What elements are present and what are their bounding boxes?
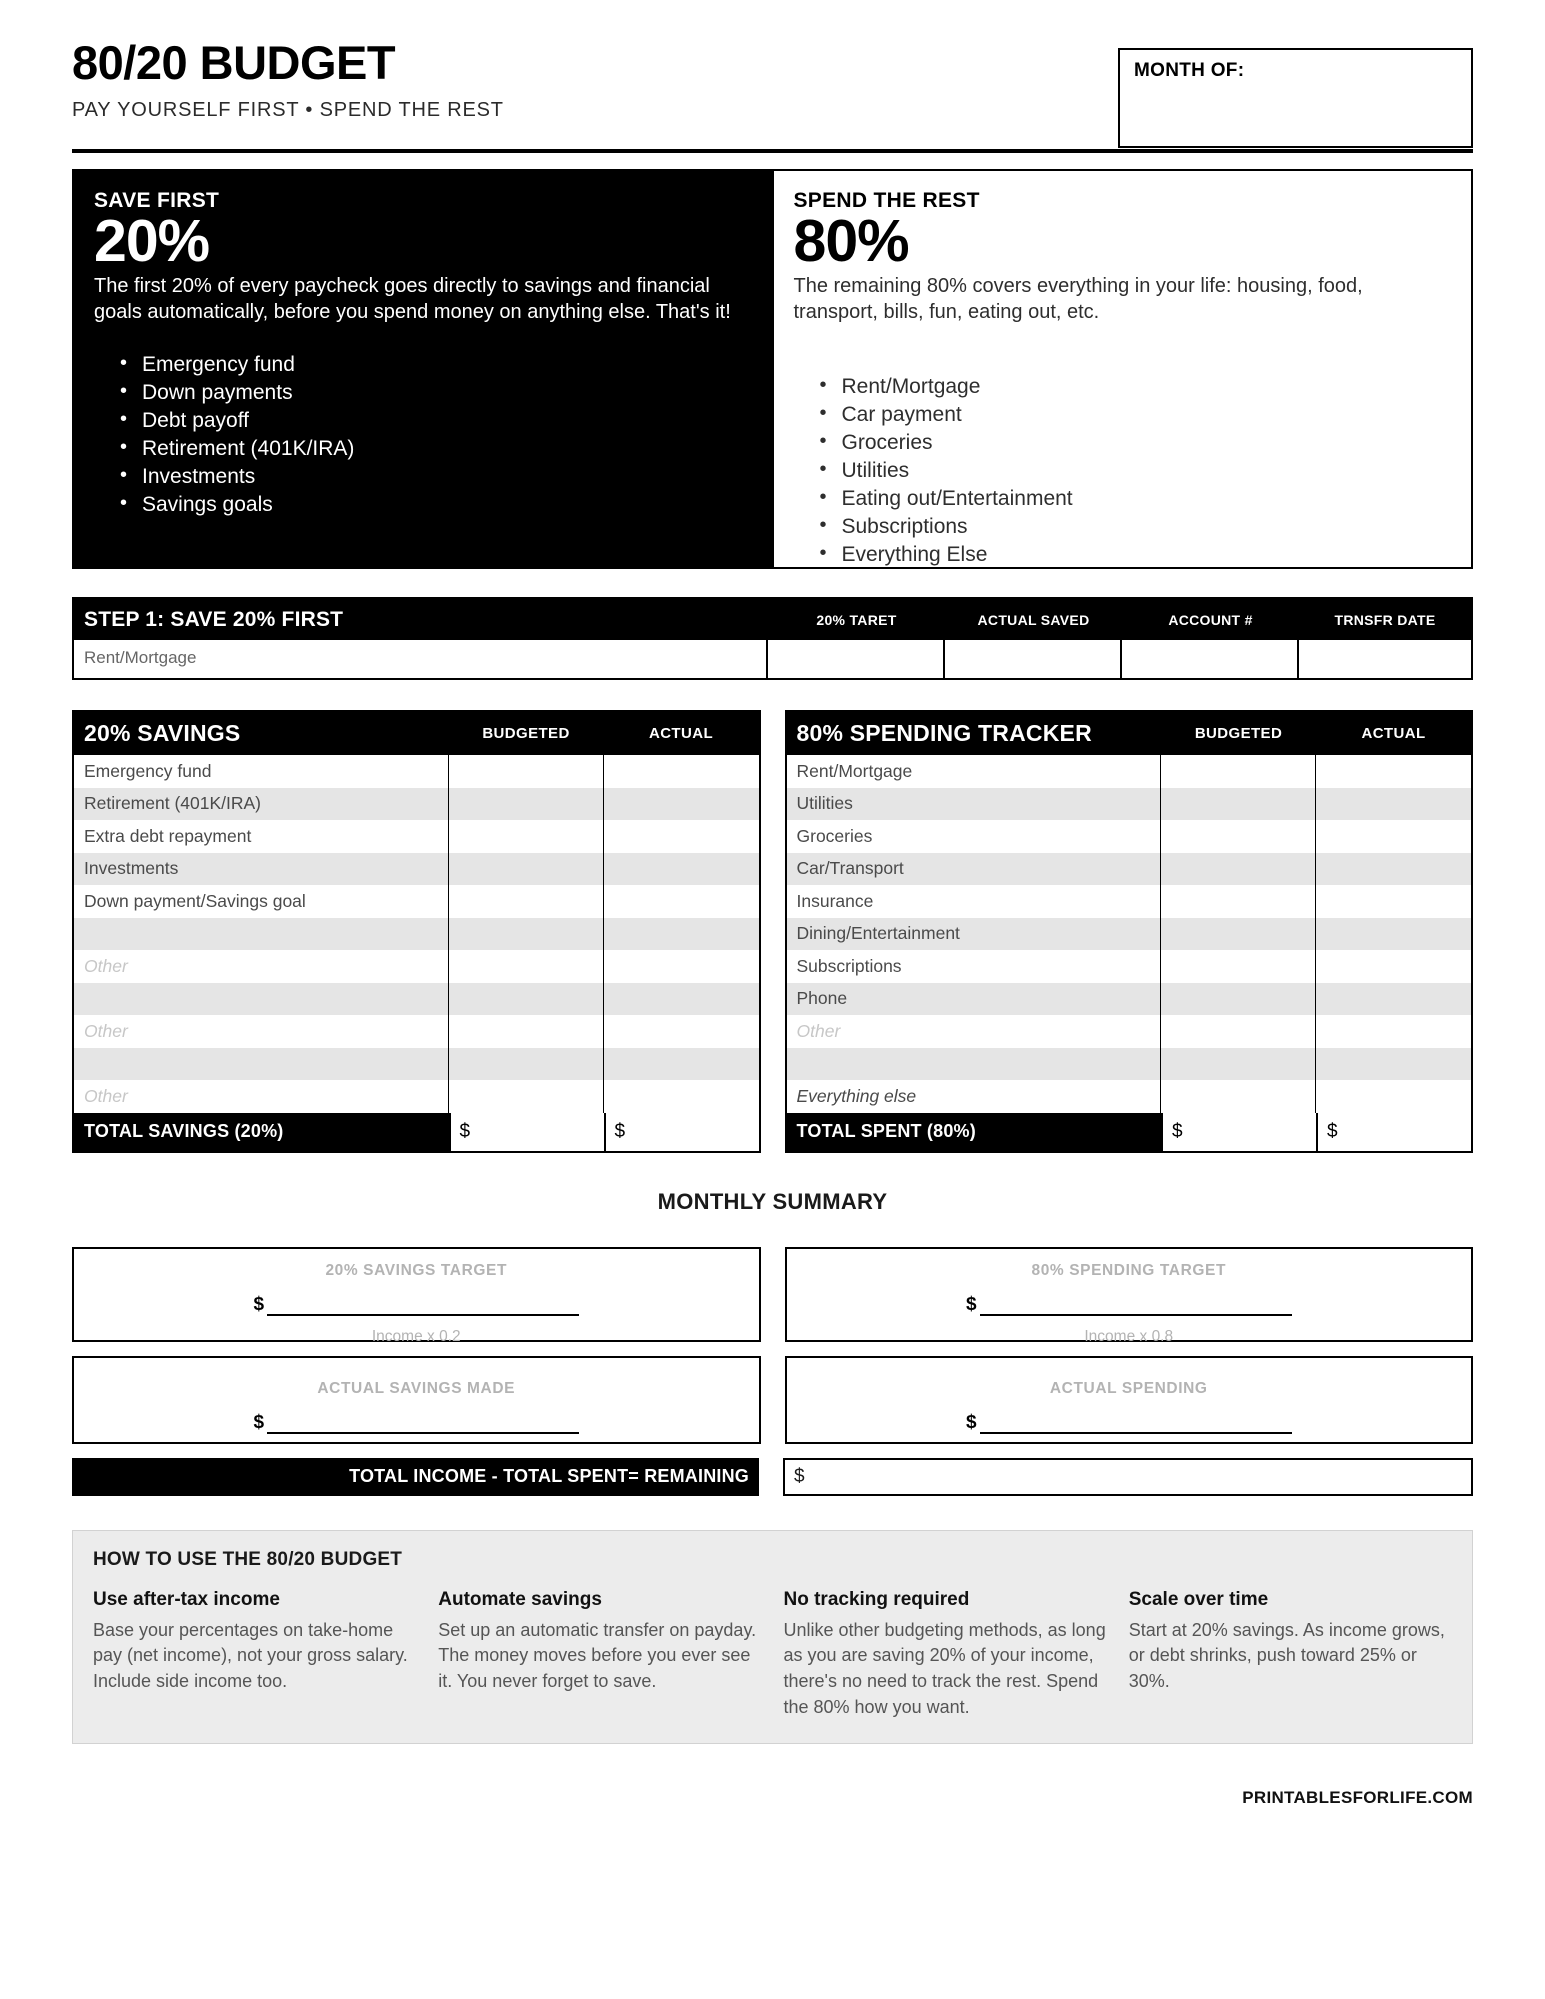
row-label: Other [74, 1015, 449, 1048]
how-to-heading: No tracking required [783, 1588, 970, 1610]
savings-target-field[interactable] [74, 1294, 759, 1316]
row-label [74, 1048, 449, 1081]
spending-table-header [787, 712, 1472, 755]
row-label: Utilities [787, 788, 1162, 821]
header-divider [72, 149, 1473, 153]
row-actual-input[interactable] [1316, 885, 1471, 918]
row-actual-input[interactable] [1316, 820, 1471, 853]
save-first-kicker: SAVE FIRST [94, 189, 220, 212]
savings-target-box[interactable] [72, 1247, 761, 1345]
row-label [787, 1048, 1162, 1081]
page-title: 80/20 BUDGET [72, 36, 396, 89]
table-row [787, 820, 1472, 853]
savings-table-header [74, 712, 759, 755]
row-budgeted-input[interactable] [1161, 853, 1316, 886]
list-item: • Retirement (401K/IRA) [94, 435, 752, 463]
spend-rest-kicker: SPEND THE REST [793, 189, 980, 212]
monthly-summary-title: MONTHLY SUMMARY [657, 1188, 888, 1214]
how-to-use-panel [72, 1530, 1473, 1745]
savings-col-budgeted: BUDGETED [482, 725, 570, 742]
table-row [787, 755, 1472, 788]
row-budgeted-input[interactable] [449, 820, 604, 853]
row-budgeted-input[interactable] [449, 1048, 604, 1081]
row-label: Phone [787, 983, 1162, 1016]
table-row [787, 1015, 1472, 1048]
spending-target-input[interactable] [980, 1314, 1292, 1316]
save-first-panel [72, 169, 774, 569]
savings-table-title: 20% SAVINGS [84, 720, 241, 746]
spend-rest-list [794, 373, 1452, 568]
spending-col-actual: ACTUAL [1361, 725, 1426, 742]
table-row [74, 885, 759, 918]
row-actual-input[interactable] [1316, 788, 1471, 821]
row-budgeted-input[interactable] [449, 788, 604, 821]
row-actual-input[interactable] [1316, 853, 1471, 886]
table-row [74, 755, 759, 788]
spending-target-label: 80% SPENDING TARGET [1031, 1261, 1227, 1279]
step1-header-row [74, 599, 1471, 640]
table-row [74, 788, 759, 821]
row-label [74, 918, 449, 951]
table-row [787, 885, 1472, 918]
how-to-body: Base your percentages on take-home pay (net income), not your gross salary. Include side income too. [93, 1619, 408, 1692]
save-first-percent: 20% [94, 208, 210, 274]
list-item: • Car payment [794, 401, 1452, 429]
page-header [72, 0, 1473, 145]
row-label: Other [74, 950, 449, 983]
savings-total-label: TOTAL SAVINGS (20%) [84, 1121, 284, 1141]
row-label: Insurance [787, 885, 1162, 918]
actual-spending-label: ACTUAL SPENDING [1049, 1379, 1208, 1397]
list-item: • Debt payoff [94, 407, 752, 435]
remaining-input[interactable]: $ [783, 1458, 1473, 1496]
spending-total-row [787, 1113, 1472, 1151]
step1-row-name: Rent/Mortgage [74, 640, 768, 678]
savings-total-actual[interactable]: $ [604, 1113, 759, 1151]
step1-row-target-input[interactable] [768, 640, 945, 678]
list-item: • Savings goals [94, 491, 752, 519]
savings-total-budgeted[interactable]: $ [449, 1113, 604, 1151]
row-label [74, 983, 449, 1016]
dollar-sign: $ [965, 1411, 977, 1433]
table-row [74, 918, 759, 951]
row-budgeted-input[interactable] [1161, 918, 1316, 951]
step1-col-account: ACCOUNT # [1168, 611, 1253, 628]
summary-actuals-row [72, 1356, 1473, 1444]
row-actual-input[interactable] [604, 788, 759, 821]
hero-panels [72, 169, 1473, 569]
row-label: Emergency fund [74, 755, 449, 788]
row-budgeted-input[interactable] [1161, 950, 1316, 983]
actual-savings-box[interactable] [72, 1356, 761, 1444]
remaining-label: TOTAL INCOME - TOTAL SPENT= REMAINING [72, 1458, 759, 1496]
tracker-tables [72, 710, 1473, 1153]
table-row [74, 950, 759, 983]
footer-site: PRINTABLESFORLIFE.COM [1242, 1788, 1473, 1808]
row-actual-input[interactable] [604, 820, 759, 853]
row-actual-input[interactable] [604, 983, 759, 1016]
row-label: Groceries [787, 820, 1162, 853]
table-row [787, 950, 1472, 983]
page-subtitle: PAY YOURSELF FIRST • SPEND THE REST [72, 99, 504, 122]
row-actual-input[interactable] [1316, 983, 1471, 1016]
spend-rest-body: The remaining 80% covers everything in your life: housing, food, transport, bills, fun, eating out, etc. [793, 275, 1363, 323]
row-actual-input[interactable] [604, 755, 759, 788]
how-to-body: Unlike other budgeting methods, as long as you are saving 20% of your income, there's no need to track the rest. Spend the 80% how you want. [783, 1619, 1106, 1718]
step1-row-actual-saved-input[interactable] [945, 640, 1122, 678]
step1-title: STEP 1: SAVE 20% FIRST [84, 607, 344, 631]
row-label: Retirement (401K/IRA) [74, 788, 449, 821]
spending-table-title: 80% SPENDING TRACKER [796, 720, 1092, 746]
savings-table [72, 710, 761, 1153]
list-item: • Eating out/Entertainment [794, 485, 1452, 513]
spending-target-note: Income x 0.8 [1084, 1327, 1174, 1345]
spend-rest-panel [774, 169, 1474, 569]
row-label: Extra debt repayment [74, 820, 449, 853]
row-label: Investments [74, 853, 449, 886]
how-to-heading: Automate savings [438, 1588, 602, 1610]
row-actual-input[interactable] [604, 853, 759, 886]
row-actual-input[interactable] [604, 950, 759, 983]
row-budgeted-input[interactable] [1161, 1015, 1316, 1048]
row-budgeted-input[interactable] [449, 755, 604, 788]
step1-row-account-input[interactable] [1122, 640, 1299, 678]
table-row [787, 853, 1472, 886]
row-label: Other [787, 1015, 1162, 1048]
row-budgeted-input[interactable] [1161, 788, 1316, 821]
spending-target-box[interactable] [785, 1247, 1474, 1345]
table-row [74, 1080, 759, 1113]
spending-table [785, 710, 1474, 1153]
spend-rest-percent: 80% [793, 208, 909, 274]
list-item: • Everything Else [794, 541, 1452, 569]
row-actual-input[interactable] [604, 1015, 759, 1048]
list-item: • Investments [94, 463, 752, 491]
step1-table [72, 597, 1473, 680]
how-to-use-title: HOW TO USE THE 80/20 BUDGET [93, 1548, 403, 1570]
table-row [74, 1048, 759, 1081]
dollar-sign: $ [965, 1293, 977, 1315]
row-label: Subscriptions [787, 950, 1162, 983]
list-item: • Emergency fund [94, 351, 752, 379]
row-label: Other [74, 1080, 449, 1113]
row-actual-input[interactable] [1316, 1015, 1471, 1048]
row-actual-input[interactable] [604, 918, 759, 951]
table-row [787, 918, 1472, 951]
how-to-column [93, 1589, 416, 1722]
row-budgeted-input[interactable] [449, 1015, 604, 1048]
month-of-box[interactable] [1118, 48, 1473, 148]
row-actual-input[interactable] [1316, 1080, 1471, 1113]
summary-targets-row [72, 1247, 1473, 1345]
row-actual-input[interactable] [1316, 918, 1471, 951]
row-budgeted-input[interactable] [449, 885, 604, 918]
how-to-heading: Use after-tax income [93, 1588, 280, 1610]
row-budgeted-input[interactable] [449, 950, 604, 983]
list-item: • Utilities [794, 457, 1452, 485]
how-to-column [1129, 1589, 1452, 1722]
actual-spending-box[interactable] [785, 1356, 1474, 1444]
list-item: • Down payments [94, 379, 752, 407]
table-row [787, 983, 1472, 1016]
step1-col-transfer-date: TRNSFR DATE [1334, 611, 1436, 628]
how-to-heading: Scale over time [1128, 1588, 1269, 1610]
row-budgeted-input[interactable] [449, 1080, 604, 1113]
table-row [787, 788, 1472, 821]
row-budgeted-input[interactable] [1161, 1048, 1316, 1081]
row-budgeted-input[interactable] [449, 918, 604, 951]
savings-total-row [74, 1113, 759, 1151]
row-actual-input[interactable] [604, 1048, 759, 1081]
dollar-sign: $ [253, 1293, 265, 1315]
savings-target-label: 20% SAVINGS TARGET [325, 1261, 508, 1279]
how-to-column [784, 1589, 1107, 1722]
row-label: Everything else [787, 1080, 1162, 1113]
list-item: • Rent/Mortgage [794, 373, 1452, 401]
row-budgeted-input[interactable] [1161, 1080, 1316, 1113]
remaining-row [72, 1458, 1473, 1496]
how-to-body: Set up an automatic transfer on payday. The money moves before you ever see it. You never forget to save. [438, 1619, 757, 1692]
row-actual-input[interactable] [604, 885, 759, 918]
spending-target-field[interactable] [787, 1294, 1472, 1316]
table-row [74, 820, 759, 853]
how-to-body: Start at 20% savings. As income grows, or debt shrinks, push toward 25% or 30%. [1128, 1619, 1445, 1692]
list-item: • Subscriptions [794, 513, 1452, 541]
actual-savings-field[interactable] [74, 1412, 759, 1434]
row-budgeted-input[interactable] [1161, 983, 1316, 1016]
table-row [74, 983, 759, 1016]
actual-spending-input[interactable] [980, 1432, 1292, 1434]
spending-total-budgeted[interactable]: $ [1161, 1113, 1316, 1151]
spending-col-budgeted: BUDGETED [1194, 725, 1283, 742]
step1-col-target: 20% TARET [816, 611, 897, 628]
row-label: Down payment/Savings goal [74, 885, 449, 918]
save-first-body: The first 20% of every paycheck goes directly to savings and financial goals automatically, before you spend money on anything else. That's it! [94, 275, 731, 323]
actual-savings-label: ACTUAL SAVINGS MADE [317, 1379, 516, 1397]
actual-savings-input[interactable] [267, 1432, 579, 1434]
row-label: Rent/Mortgage [787, 755, 1162, 788]
row-budgeted-input[interactable] [449, 853, 604, 886]
savings-target-input[interactable] [267, 1314, 579, 1316]
save-first-list [94, 351, 752, 519]
savings-target-note: Income x 0.2 [371, 1327, 461, 1345]
table-row [74, 640, 1471, 678]
step1-col-actual-saved: ACTUAL SAVED [977, 611, 1090, 628]
row-actual-input[interactable] [1316, 755, 1471, 788]
table-row [74, 853, 759, 886]
table-row [787, 1048, 1472, 1081]
table-row [74, 1015, 759, 1048]
row-label: Dining/Entertainment [787, 918, 1162, 951]
row-budgeted-input[interactable] [1161, 885, 1316, 918]
row-budgeted-input[interactable] [1161, 820, 1316, 853]
actual-spending-field[interactable] [787, 1412, 1472, 1434]
how-to-column [438, 1589, 761, 1722]
row-label: Car/Transport [787, 853, 1162, 886]
table-row [787, 1080, 1472, 1113]
month-of-label: MONTH OF: [1134, 60, 1245, 81]
row-budgeted-input[interactable] [1161, 755, 1316, 788]
row-actual-input[interactable] [1316, 1048, 1471, 1081]
row-budgeted-input[interactable] [449, 983, 604, 1016]
row-actual-input[interactable] [1316, 950, 1471, 983]
spending-total-label: TOTAL SPENT (80%) [796, 1121, 976, 1141]
how-to-use-columns [93, 1589, 1452, 1722]
dollar-sign: $ [253, 1411, 265, 1433]
spending-total-actual[interactable]: $ [1316, 1113, 1471, 1151]
list-item: • Groceries [794, 429, 1452, 457]
step1-row-transfer-date-input[interactable] [1299, 640, 1471, 678]
savings-col-actual: ACTUAL [648, 725, 714, 742]
row-actual-input[interactable] [604, 1080, 759, 1113]
